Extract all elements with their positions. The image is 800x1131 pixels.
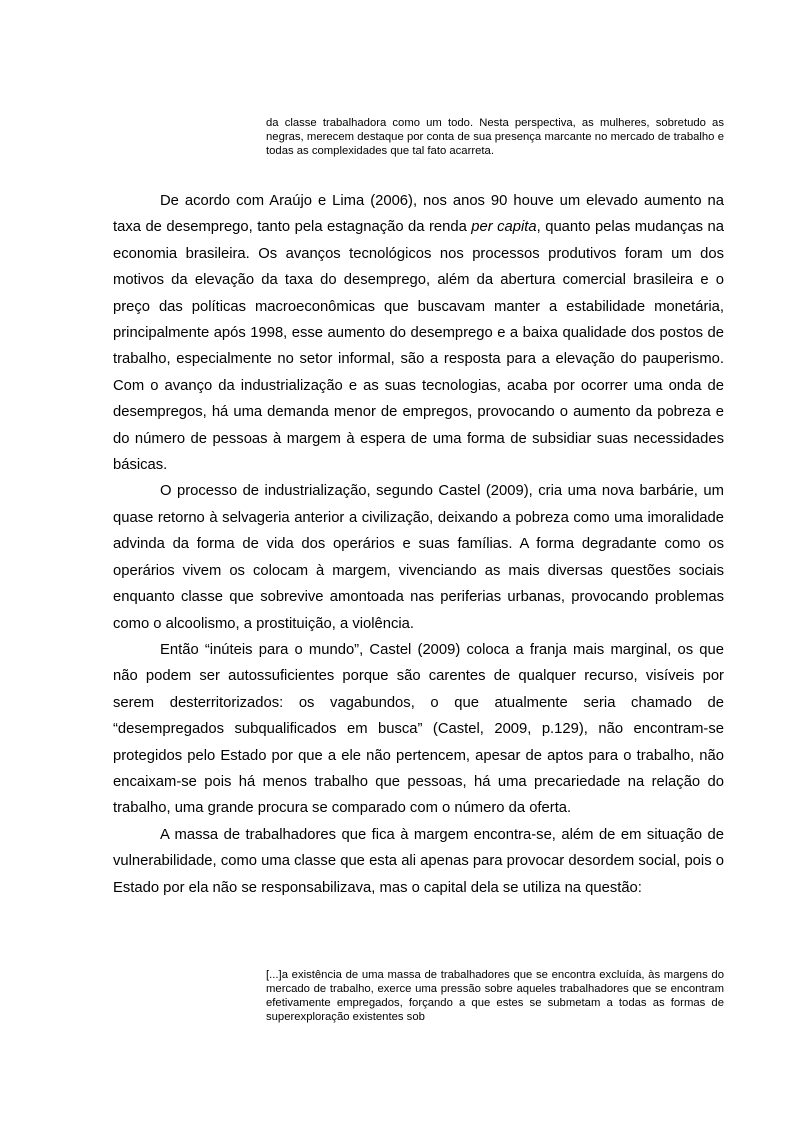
paragraph-3: Então “inúteis para o mundo”, Castel (2009) coloca a franja mais marginal, os que não podem ser autossuficientes porque são carentes de qualquer recurso, visíveis por serem desterritorizados: os vagabundos, o que atualmente seria chamado de “desempregados subqualificados em busca” (Castel, 2009, p.129), não encontram-se protegidos pelo Estado por que a ele não pertencem, apesar de aptos para o trabalho, não encaixam-se pois há menos trabalho que pessoas, há uma precariedade na relação do trabalho, uma grande procura se comparado com o número da oferta. xyxy=(113,641,724,817)
block-quote-top: da classe trabalhadora como um todo. Nesta perspectiva, as mulheres, sobretudo as negras, merecem destaque por conta de sua presença marcante no mercado de trabalho e todas as complexidades que tal fato acarreta. xyxy=(266,117,724,157)
paragraph-1-text-a: De acordo com Araújo e Lima (2006), nos anos 90 houve um elevado aumento na taxa de desemprego, tanto pela estagnação da renda xyxy=(113,193,724,236)
paragraph-1-emphasis: per capita xyxy=(471,219,537,236)
paragraph-1 xyxy=(113,188,724,478)
paragraph-4: A massa de trabalhadores que fica à margem encontra-se, além de em situação de vulnerabilidade, como uma classe que esta ali apenas para provocar desordem social, pois o Estado por ela não se responsabilizava, mas o capital dela se utiliza na questão: xyxy=(113,826,724,896)
paragraph-2: O processo de industrialização, segundo Castel (2009), cria uma nova barbárie, um quase retorno à selvageria anterior a civilização, deixando a pobreza como uma imoralidade advinda da forma de vida dos operários e suas famílias. A forma degradante como os operários vivem os colocam à margem, vivenciando as mais diversas questões sociais enquanto classe que sobrevive amontoada nas periferias urbanas, provocando problemas como o alcoolismo, a prostituição, a violência. xyxy=(113,483,724,632)
block-quote-bottom: [...]a existência de uma massa de trabalhadores que se encontra excluída, às margens do mercado de trabalho, exerce uma pressão sobre aqueles trabalhadores que se encontram efetivamente empregados, forçando a que estes se submetam a todas as formas de superexploração existentes sob xyxy=(266,969,724,1023)
body-text xyxy=(113,188,724,901)
paragraph-1-text-b: , quanto pelas mudanças na economia brasileira. Os avanços tecnológicos nos processos produtivos foram um dos motivos da elevação da taxa do desemprego, além da abertura comercial brasileira e o preço das políticas macroeconômicas que buscavam manter a estabilidade monetária, principalmente após 1998, esse aumento do desemprego e a baixa qualidade dos postos de trabalho, especialmente no setor informal, são a resposta para a elevação do pauperismo. Com o avanço da industrialização e as suas tecnologias, acaba por ocorrer uma onda de desempregos, há uma demanda menor de empregos, provocando o aumento da pobreza e do número de pessoas à margem à espera de uma forma de subsidiar suas necessidades básicas. xyxy=(113,219,725,474)
